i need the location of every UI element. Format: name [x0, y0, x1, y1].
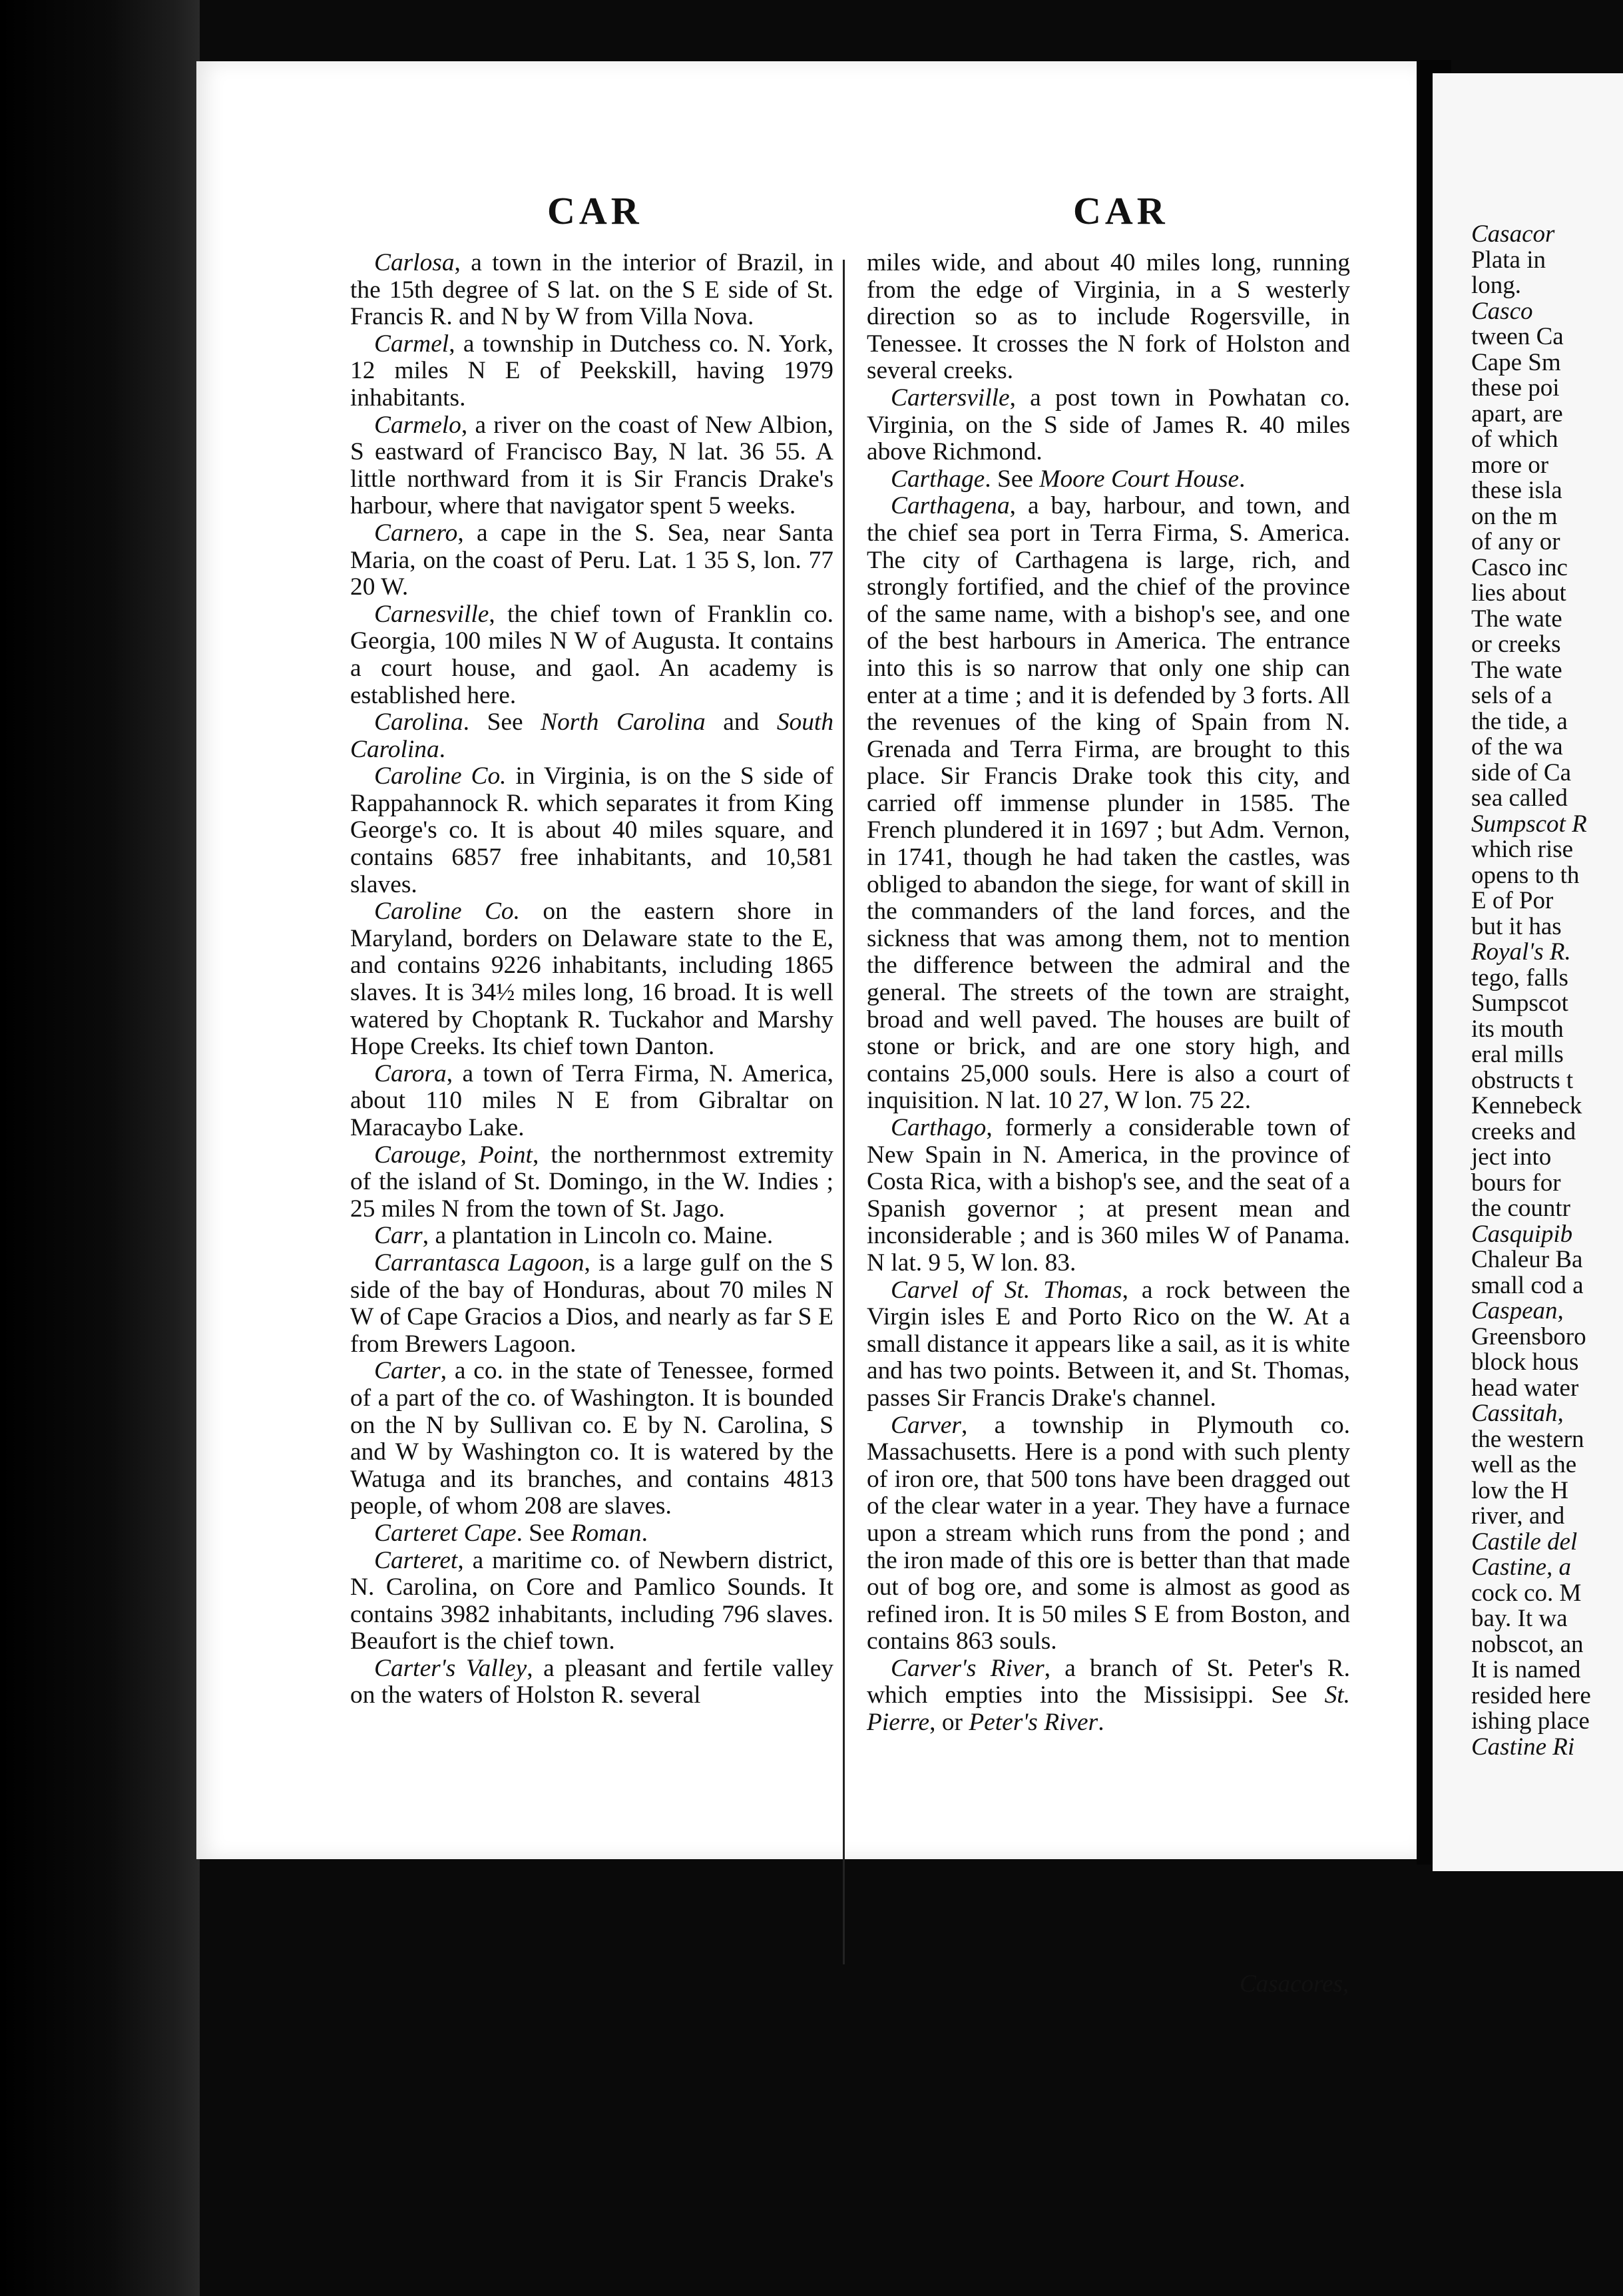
entry-text: , a plantation in Lincoln co. Maine. — [422, 1222, 774, 1250]
entry-text: on the eastern shore in Maryland, borders on Delaware state to the E, and contains 9226 inhabitants, including 1865 slaves. It is 34½ miles long, 16 broad. It is well watered by Choptank R. Tuckahor and Marshy Hope Creeks. Its chief town Danton. — [350, 898, 833, 1061]
facing-page-line-fragment: cock co. M — [1471, 1579, 1582, 1607]
running-head-left: CAR — [547, 189, 643, 232]
column-divider-rule — [843, 260, 845, 1964]
gazetteer-entry — [350, 520, 833, 601]
facing-page-line-fragment: E of Por — [1471, 887, 1554, 914]
entry-cross-reference: Roman — [571, 1519, 642, 1547]
gazetteer-entry — [867, 385, 1350, 466]
facing-page-line-fragment: which rise — [1471, 836, 1574, 863]
facing-page-line-fragment: river, and — [1471, 1502, 1565, 1530]
gazetteer-entry — [350, 412, 833, 520]
entry-text: , a river on the coast of New Albion, S eastward of Francisco Bay, N lat. 36 55. A little northward from it is Sir Francis Drake's harbour, where that navigator spent 5 weeks. — [350, 411, 833, 520]
facing-page-line-fragment: block hous — [1471, 1348, 1579, 1376]
entry-headword: Carter's Valley — [374, 1654, 527, 1682]
entry-text: , the northernmost extremity of the island of St. Domingo, in the W. Indies ; 25 miles N from the town of St. Jago. — [350, 1141, 833, 1223]
facing-page-line-fragment: obstructs t — [1471, 1066, 1574, 1094]
facing-page-line-fragment: these isla — [1471, 477, 1562, 504]
entry-text: , a township in Plymouth co. Massachusetts. Here is a pond with such plenty of iron ore, that 500 tons have been dragged out of the clear water in a year. They have a furnace upon a stream which runs from the pond ; and the iron made of this ore is better than that made out of bog ore, and some is almost as good as refined iron. It is 50 miles S E from Boston, and contains 863 souls. — [867, 1411, 1350, 1655]
facing-page-line-fragment: on the m — [1471, 502, 1558, 530]
entry-text: , a town in the interior of Brazil, in the 15th degree of S lat. on the S E side of St. Francis R. and N by W from Villa Nova. — [350, 249, 833, 331]
gazetteer-entry — [350, 1142, 833, 1223]
gazetteer-entry — [350, 250, 833, 331]
entry-text: , a maritime co. of Newbern district, N. Carolina, on Core and Pamlico Sounds. It contains 3982 inhabitants, including 796 slaves. Beaufort is the chief town. — [350, 1546, 833, 1655]
entry-text: , is a large gulf on the S side of the bay of Honduras, about 70 miles N W of Cape Gracios a Dios, and nearly as far S E from Brewers Lagoon. — [350, 1249, 833, 1358]
entry-headword: Carlosa — [374, 249, 455, 276]
gazetteer-entry — [350, 1655, 833, 1709]
facing-page-line-fragment: The wate — [1471, 656, 1562, 684]
facing-page-line-fragment: side of Ca — [1471, 758, 1572, 786]
entry-text: , a post town in Powhatan co. Virginia, on the S side of James R. 40 miles above Richmond. — [867, 384, 1350, 466]
entry-headword: Carter — [374, 1357, 441, 1385]
facing-page-line-fragment: Castine Ri — [1471, 1733, 1575, 1761]
gazetteer-entry — [350, 1520, 833, 1548]
entry-headword: Carver — [891, 1411, 961, 1439]
entry-cross-reference: South Carolina — [350, 709, 834, 763]
gazetteer-entry — [350, 709, 833, 763]
facing-page-line-fragment: Caspean, — [1471, 1297, 1564, 1324]
entry-headword: Carteret Cape — [374, 1519, 517, 1547]
facing-page-line-fragment: tego, falls — [1471, 964, 1568, 992]
facing-page-line-fragment: lies about — [1471, 579, 1566, 607]
facing-page-line-fragment: the countr — [1471, 1195, 1570, 1222]
entry-headword: Carthagena — [891, 492, 1010, 520]
facing-page-line-fragment: Casacor — [1471, 220, 1555, 248]
gazetteer-entry — [350, 1250, 833, 1358]
entry-text: . — [1098, 1709, 1104, 1737]
entry-text: . — [641, 1519, 648, 1547]
gazetteer-entry — [350, 1548, 833, 1655]
facing-page-line-fragment: low the H — [1471, 1476, 1568, 1504]
facing-page-line-fragment: Cape Sm — [1471, 348, 1561, 376]
entry-headword: Carthage — [891, 465, 985, 493]
facing-page-line-fragment: ject into — [1471, 1143, 1552, 1171]
entry-headword: Carora — [374, 1059, 447, 1087]
entry-text: . — [1239, 465, 1246, 493]
entry-headword: Carrantasca Lagoon — [374, 1249, 584, 1277]
facing-page-line-fragment: sels of a — [1471, 682, 1552, 709]
entry-headword: Carteret — [374, 1546, 458, 1574]
facing-page-line-fragment: bay. It wa — [1471, 1605, 1568, 1632]
left-text-column — [350, 250, 833, 1709]
facing-page-line-fragment: or creeks — [1471, 631, 1561, 658]
gazetteer-entry — [350, 331, 833, 412]
right-text-column — [867, 250, 1350, 1737]
facing-page-line-fragment: eral mills — [1471, 1041, 1564, 1068]
gazetteer-entry — [867, 1655, 1350, 1737]
facing-page-line-fragment: small cod a — [1471, 1271, 1584, 1299]
gazetteer-entry — [350, 1223, 833, 1250]
facing-page-line-fragment: nobscot, an — [1471, 1630, 1584, 1658]
entry-text: , or — [929, 1709, 969, 1737]
facing-page-line-fragment: more or — [1471, 451, 1549, 479]
facing-page-line-fragment: Plata in — [1471, 246, 1546, 274]
facing-page-line-fragment: Casco — [1471, 297, 1533, 325]
gazetteer-entry — [867, 1412, 1350, 1655]
facing-page-line-fragment: of any or — [1471, 528, 1560, 555]
entry-headword: Carmel — [374, 330, 449, 358]
facing-page-line-fragment: sea called — [1471, 784, 1568, 812]
entry-text: in Virginia, is on the S side of Rappahannock R. which separates it from King George's co. It is about 40 miles square, and contains 6857 free inhabitants, and 10,581 slaves. — [350, 762, 834, 898]
entry-text: and — [705, 709, 777, 736]
facing-page-line-fragment: opens to th — [1471, 861, 1580, 889]
facing-page-line-fragment: Cassitah, — [1471, 1400, 1564, 1427]
entry-text: , a pleasant and fertile valley on the waters of Holston R. several — [350, 1654, 833, 1709]
facing-page-line-fragment: Castine, a — [1471, 1554, 1572, 1581]
facing-page-line-fragment: bours for — [1471, 1169, 1561, 1197]
entry-headword: Carmelo — [374, 411, 461, 439]
facing-page-line-fragment: The wate — [1471, 605, 1562, 633]
facing-page-line-fragment: tween Ca — [1471, 323, 1564, 350]
entry-headword: Carouge, Point — [374, 1141, 533, 1169]
facing-page-line-fragment: Chaleur Ba — [1471, 1246, 1583, 1273]
entry-cross-reference: Moore Court House — [1039, 465, 1240, 493]
facing-page-line-fragment: these poi — [1471, 374, 1560, 402]
gazetteer-entry — [350, 601, 833, 709]
facing-page-line-fragment: head water — [1471, 1374, 1579, 1402]
facing-page-line-fragment: Sumpscot — [1471, 990, 1568, 1017]
entry-text: , the chief town of Franklin co. Georgia, 100 miles N W of Augusta. It contains a court house, and gaol. An academy is established here. — [350, 600, 833, 709]
entry-text: , a rock between the Virgin isles E and Porto Rico on the W. At a small distance it appears like a sail, as it is white and has two points. Between it, and St. Thomas, passes Sir Francis Drake's channel. — [867, 1276, 1350, 1412]
facing-page-line-fragment: Kennebeck — [1471, 1092, 1582, 1119]
facing-page-line-fragment: Sumpscot R — [1471, 810, 1587, 838]
facing-page-line-fragment: ishing place — [1471, 1707, 1590, 1735]
facing-page-line-fragment: of the wa — [1471, 733, 1563, 760]
facing-page-line-fragment: well as the — [1471, 1451, 1577, 1478]
entry-text: . See — [463, 709, 541, 736]
entry-text: , a cape in the S. Sea, near Santa Maria, on the coast of Peru. Lat. 1 35 S, lon. 77 20 W. — [350, 519, 833, 601]
facing-page-line-fragment: the tide, a — [1471, 707, 1568, 735]
facing-page-line-fragment: the western — [1471, 1425, 1584, 1453]
entry-cross-reference: Peter's River — [969, 1709, 1098, 1737]
entry-headword: Carvel of St. Thomas — [891, 1276, 1122, 1304]
gazetteer-entry — [867, 250, 1350, 385]
gazetteer-entry — [867, 493, 1350, 1115]
entry-text: , a co. in the state of Tenessee, formed of a part of the co. of Washington. It is bounded on the N by Sullivan co. E by N. Carolina, S and W by Washington co. It is watered by the Watuga and its branches, and contains 4813 people, of whom 208 are slaves. — [350, 1357, 833, 1520]
facing-page-line-fragment: creeks and — [1471, 1117, 1576, 1145]
entry-headword: Carnero — [374, 519, 458, 547]
facing-page-line-fragment: its mouth — [1471, 1015, 1564, 1043]
gazetteer-entry — [867, 1115, 1350, 1277]
facing-page-line-fragment: but it has — [1471, 912, 1562, 940]
book-binding-edge — [0, 0, 200, 2296]
entry-cross-reference: St. Pierre — [867, 1681, 1350, 1737]
entry-text: miles wide, and about 40 miles long, running from the edge of Virginia, in a S westerly direction so as to include Rogersville, in Tenessee. It crosses the N fork of Holston and several creeks. — [867, 249, 1350, 385]
entry-headword: Caroline Co. — [374, 762, 507, 790]
facing-page-line-fragment: long. — [1471, 272, 1522, 299]
gazetteer-entry — [350, 898, 833, 1061]
entry-text: , a bay, harbour, and town, and the chief sea port in Terra Firma, S. America. The city of Carthagena is large, rich, and strongly fortified, and the chief of the province of the same name, with a bishop's see, and one of the best harbours in America. The entrance into this is so narrow that only one ship can enter at a time ; and it is defended by 3 forts. All the revenues of the king of Spain from N. Grenada and Terra Firma, are brought to this place. Sir Francis Drake took this city, and carried off immense plunder in 1585. The French plundered it in 1697 ; but Adm. Vernon, in 1741, though he had taken the castles, was obliged to abandon the siege, for want of skill in the commanders of the land forces, and the sickness that was among them, not to mention the difference between the admiral and the general. The streets of the town are straight, broad and well paved. The houses are built of stone or brick, and are one story high, and contains 25,000 souls. Here is also a court of inquisition. N lat. 10 27, W lon. 75 22. — [867, 492, 1350, 1115]
entry-headword: Carthago — [891, 1114, 987, 1141]
running-head-right: CAR — [1073, 189, 1169, 232]
entry-headword: Cartersville — [891, 384, 1010, 412]
facing-page-line-fragment: Casquipib — [1471, 1220, 1573, 1248]
entry-headword: Carnesville — [374, 600, 489, 628]
gazetteer-entry — [867, 1277, 1350, 1412]
facing-page-line-fragment: Royal's R. — [1471, 938, 1571, 966]
entry-headword: Carolina — [374, 709, 463, 736]
facing-page-line-fragment: Castile del — [1471, 1528, 1578, 1556]
entry-text: , a branch of St. Peter's R. which empties into the Missisippi. See — [867, 1654, 1350, 1709]
facing-page-line-fragment: Greensboro — [1471, 1322, 1586, 1350]
entry-text: . — [439, 735, 446, 763]
entry-headword: Caroline Co. — [374, 898, 520, 926]
entry-text: . See — [985, 465, 1040, 493]
gazetteer-entry — [350, 763, 833, 898]
gazetteer-entry — [350, 1358, 833, 1520]
facing-page-line-fragment: It is named — [1471, 1656, 1581, 1683]
facing-page-line-fragment: apart, are — [1471, 400, 1563, 428]
entry-cross-reference: North Carolina — [541, 709, 706, 736]
facing-page-line-fragment: Casco inc — [1471, 553, 1568, 581]
gazetteer-entry — [867, 466, 1350, 493]
entry-headword: Carr — [374, 1222, 423, 1250]
entry-text: , a township in Dutchess co. N. York, 12 miles N E of Peekskill, having 1979 inhabitants. — [350, 330, 833, 412]
entry-text: . See — [516, 1519, 571, 1547]
entry-text: , formerly a considerable town of New Spain in N. America, in the province of Costa Rica, with a bishop's see, and the seat of a Spanish governor ; at present mean and inconsiderable ; and is 360 miles W of Panama. N lat. 9 5, W lon. 83. — [867, 1114, 1350, 1277]
entry-text: , a town of Terra Firma, N. America, about 110 miles N E from Gibraltar on Maracaybo Lake. — [350, 1059, 833, 1141]
facing-page-line-fragment: resided here — [1471, 1681, 1591, 1709]
catchword: Casacores, — [1240, 1970, 1349, 1998]
gazetteer-entry — [350, 1061, 833, 1142]
facing-page-line-fragment: of which — [1471, 426, 1558, 453]
entry-headword: Carver's River — [891, 1654, 1044, 1682]
facing-page-fragment — [1433, 73, 1623, 1871]
